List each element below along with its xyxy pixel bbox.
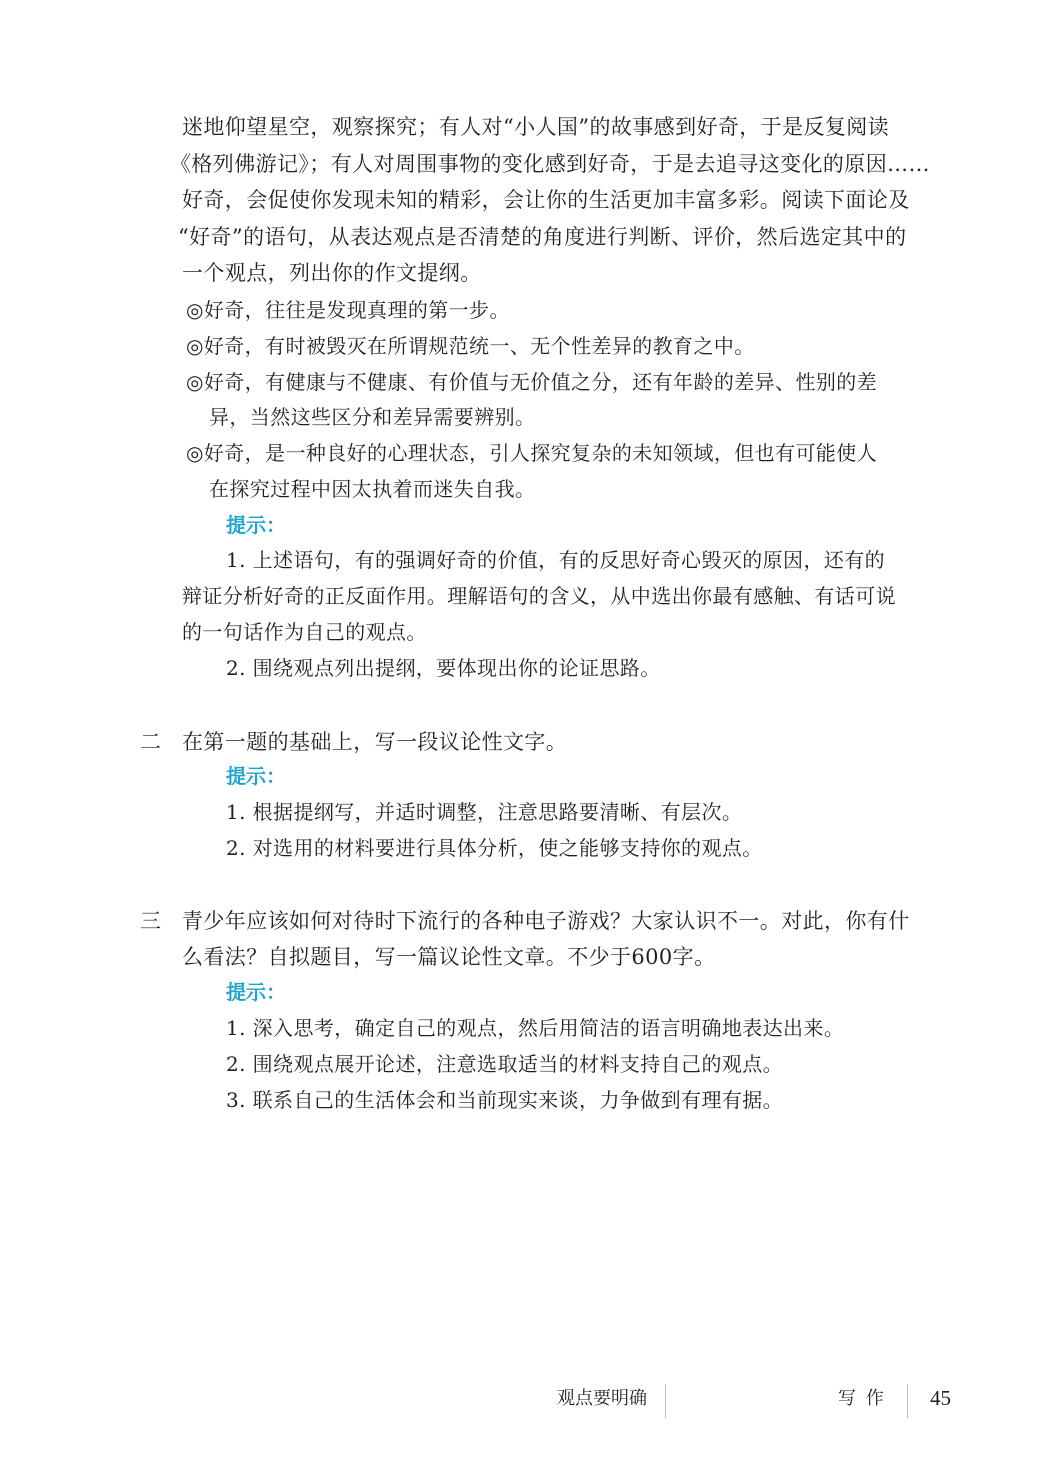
hint-line: 2. 围绕观点列出提纲，要体现出你的论证思路。 [226, 656, 661, 680]
quote-item-continued: 在探究过程中因太执着而迷失自我。 [209, 477, 536, 501]
hint-line: 1. 深入思考，确定自己的观点，然后用简洁的语言明确地表达出来。 [226, 1016, 845, 1040]
intro-line: 一个观点，列出你的作文提纲。 [182, 261, 482, 285]
hint-line: 1. 上述语句，有的强调好奇的价值，有的反思好奇心毁灭的原因，还有的 [226, 548, 886, 572]
hint-line: 的一句话作为自己的观点。 [182, 620, 427, 644]
question-text: 在第一题的基础上，写一段议论性文字。 [182, 730, 568, 754]
footer-section-title: 观点要明确 [557, 1388, 647, 1409]
footer-divider [907, 1384, 908, 1418]
question-text: 么看法？自拟题目，写一篇议论性文章。不少于600字。 [182, 945, 716, 969]
hint-line: 3. 联系自己的生活体会和当前现实来谈，力争做到有理有据。 [226, 1088, 784, 1112]
quote-item: ◎好奇，往往是发现真理的第一步。 [186, 298, 510, 322]
question-number: 三 [140, 909, 161, 933]
hint-label: 提示： [226, 980, 286, 1004]
page-number: 45 [930, 1386, 951, 1410]
quote-item: ◎好奇，有健康与不健康、有价值与无价值之分，还有年龄的差异、性别的差 [186, 370, 878, 394]
hint-line: 2. 围绕观点展开论述，注意选取适当的材料支持自己的观点。 [226, 1052, 784, 1076]
intro-line: 迷地仰望星空，观察探究；有人对“小人国”的故事感到好奇，于是反复阅读 [182, 115, 890, 139]
intro-line: 好奇，会促使你发现未知的精彩，会让你的生活更加丰富多彩。阅读下面论及 [182, 188, 910, 212]
footer-divider [665, 1384, 666, 1418]
question-text: 青少年应该如何对待时下流行的各种电子游戏？大家认识不一。对此，你有什 [182, 909, 910, 933]
question-number: 二 [140, 730, 161, 754]
hint-label: 提示： [226, 764, 286, 788]
quote-item: ◎好奇，有时被毁灭在所谓规范统一、无个性差异的教育之中。 [186, 334, 755, 358]
quote-item: ◎好奇，是一种良好的心理状态，引人探究复杂的未知领域，但也有可能使人 [186, 441, 878, 465]
hint-label: 提示： [226, 513, 286, 537]
hint-line: 辩证分析好奇的正反面作用。理解语句的含义，从中选出你最有感触、有话可说 [182, 584, 896, 608]
footer-chapter: 写 作 [838, 1388, 886, 1409]
intro-line: 《格列佛游记》；有人对周围事物的变化感到好奇，于是去追寻这变化的原因…… [170, 152, 930, 176]
intro-line: “好奇”的语句，从表达观点是否清楚的角度进行判断、评价，然后选定其中的 [178, 225, 907, 249]
hint-line: 2. 对选用的材料要进行具体分析，使之能够支持你的观点。 [226, 836, 763, 860]
quote-item-continued: 异，当然这些区分和差异需要辨别。 [209, 405, 536, 429]
hint-line: 1. 根据提纲写，并适时调整，注意思路要清晰、有层次。 [226, 800, 743, 824]
